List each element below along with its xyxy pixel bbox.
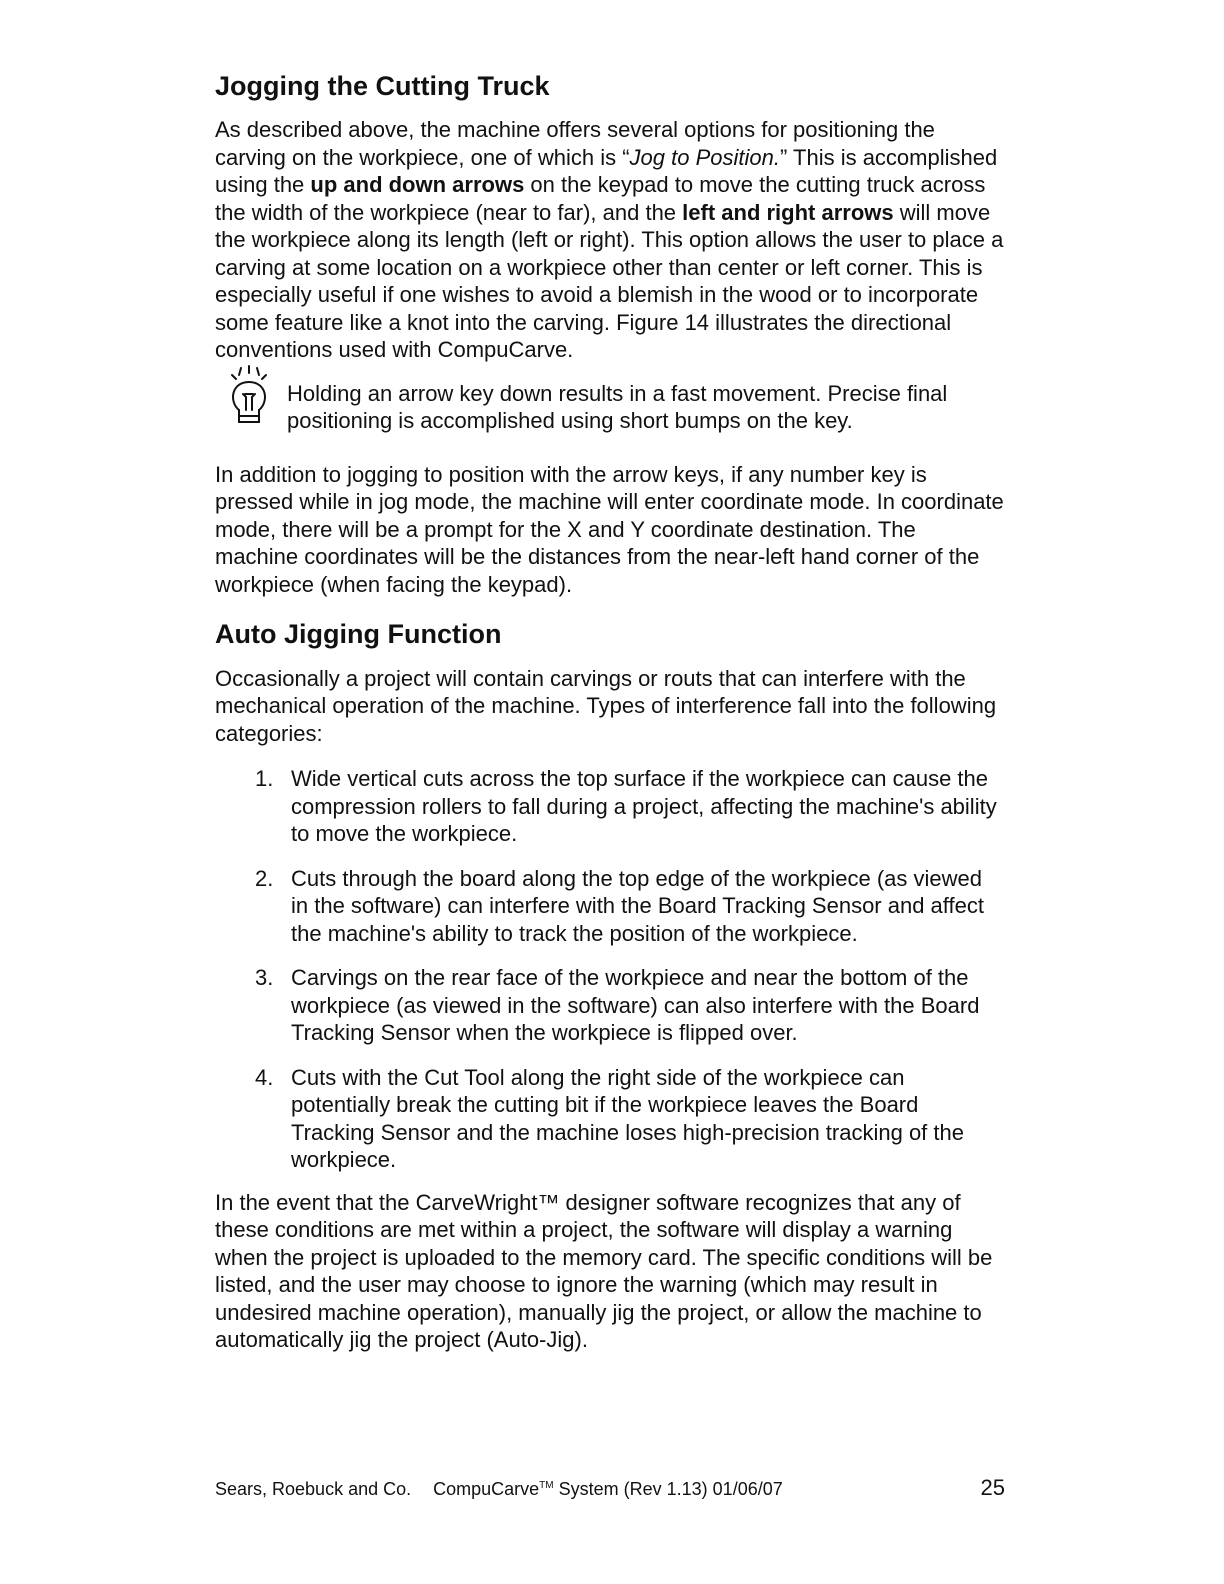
list-item: 2. Cuts through the board along the top edge of the workpiece (as viewed in the software) can interfere with the Board Tracking Sensor and affect the machine's ability to track the position of the workpiece. [255,865,984,946]
lightbulb-icon [217,364,281,436]
tip-note [215,380,1005,435]
italic-jog-to-position: Jog to Position. [629,144,780,170]
bold-up-down-arrows: up and down arrows [310,172,525,198]
list-item: 4. Cuts with the Cut Tool along the right side of the workpiece can potentially break the cutting bit if the workpiece leaves the Board Tracking Sensor and the machine loses high-precision tracking of the workpiece. [255,1064,964,1173]
heading-jogging: Jogging the Cutting Truck [215,71,550,101]
tip-text: Holding an arrow key down results in a fast movement. Precise final positioning is accomplished using short bumps on the key. [287,380,948,434]
paragraph-auto-jig-intro: Occasionally a project will contain carvings or routs that can interfere with the mechanical operation of the machine. Types of interference fall into the following categories: [215,665,997,746]
paragraph-auto-jig-closing: In the event that the CarveWright™ designer software recognizes that any of these conditions are met within a project, the software will display a warning when the project is uploaded to the memory card. The specific conditions will be listed, and the user may choose to ignore the warning (which may result in undesired machine operation), manually jig the project, or allow the machine to automatically jig the project (Auto-Jig). [215,1189,993,1353]
bold-left-right-arrows: left and right arrows [682,199,894,225]
footer-text: Sears, Roebuck and Co. CompuCarve™ System (Rev 1.13) 01/06/07 [215,1479,783,1499]
list-item: 1. Wide vertical cuts across the top surface if the workpiece can cause the compression rollers to fall during a project, affecting the machine's ability to move the workpiece. [255,766,997,847]
paragraph-jogging-intro: As described above, the machine offers several options for positioning the carving on the workpiece, one of which is “Jog to Position.” This is accomplished using the up and down arrows on the keypad to move the cutting truck across the width of the workpiece (near to far), and the left and right arrows will move the workpiece along its length (left or right). This option allows the user to place a carving at some location on a workpiece other than center or left corner. This is especially useful if one wishes to avoid a blemish in the wood or to incorporate some feature like a knot into the carving. Figure 14 illustrates the directional conventions used with CompuCarve. [215,117,1004,363]
list-item: 3. Carvings on the rear face of the workpiece and near the bottom of the workpiece (as viewed in the software) can also interfere with the Board Tracking Sensor when the workpiece is flipped over. [255,965,980,1046]
document-page [215,70,1005,1354]
paragraph-coordinate-mode: In addition to jogging to position with the arrow keys, if any number key is pressed while in jog mode, the machine will enter coordinate mode. In coordinate mode, there will be a prompt for the X and Y coordinate destination. The machine coordinates will be the distances from the near-left hand corner of the workpiece (when facing the keypad). [215,461,1004,597]
heading-auto-jigging: Auto Jigging Function [215,619,502,650]
page-number: 25 [980,1475,1005,1500]
interference-list [215,765,1005,1174]
